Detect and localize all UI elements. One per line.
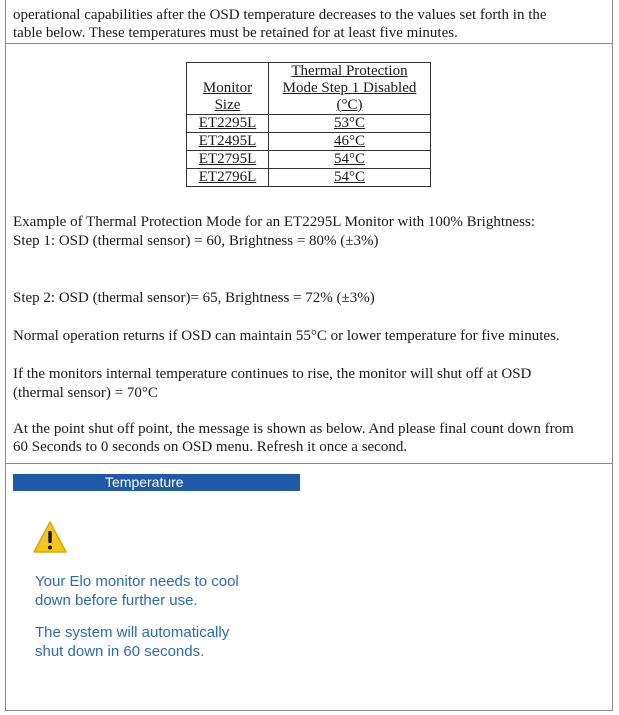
step-2-text: Step 2: OSD (thermal sensor)= 65, Brightness = 72% (±3%) <box>13 290 375 306</box>
divider <box>5 43 612 44</box>
temperature-cell: 54°C <box>269 151 431 169</box>
osd-cooldown-line-1: Your Elo monitor needs to cool <box>35 573 239 590</box>
warning-icon <box>32 520 68 554</box>
step-1-text: Step 1: OSD (thermal sensor) = 60, Brightness = 80% (±3%) <box>13 233 379 249</box>
intro-line-1: operational capabilities after the OSD temperature decreases to the values set forth in the <box>13 7 547 23</box>
monitor-size-cell: ET2796L <box>187 169 269 187</box>
table-row <box>187 169 431 187</box>
shutoff-message-line-1: At the point shut off point, the message is shown as below. And please final count down from <box>13 421 574 437</box>
temperature-cell: 53°C <box>269 115 431 133</box>
header-text: Size <box>214 97 241 113</box>
osd-cooldown-line-2: down before further use. <box>35 592 198 609</box>
osd-shutdown-line-1: The system will automatically <box>35 624 230 641</box>
example-heading: Example of Thermal Protection Mode for an ET2295L Monitor with 100% Brightness: <box>13 214 535 230</box>
divider <box>5 463 612 464</box>
osd-title: Temperature <box>105 474 184 490</box>
shutoff-message-line-2: 60 Seconds to 0 seconds on OSD menu. Refresh it once a second. <box>13 439 408 455</box>
temperature-cell: 54°C <box>269 169 431 187</box>
header-text: Thermal Protection <box>291 63 408 79</box>
thermal-protection-table <box>186 62 431 187</box>
osd-title-bar <box>13 474 300 491</box>
intro-line-2: table below. These temperatures must be retained for at least five minutes. <box>13 25 458 41</box>
monitor-size-cell: ET2495L <box>187 133 269 151</box>
table-row <box>187 133 431 151</box>
header-monitor-size <box>187 63 269 115</box>
header-text: Monitor <box>202 80 253 96</box>
header-text: Mode Step 1 Disabled <box>282 80 417 96</box>
osd-shutdown-line-2: shut down in 60 seconds. <box>35 643 205 660</box>
header-thermal-protection <box>269 63 431 115</box>
table-row <box>187 115 431 133</box>
normal-operation-text: Normal operation returns if OSD can maintain 55°C or lower temperature for five minutes. <box>13 328 560 344</box>
table-row <box>187 151 431 169</box>
header-text: (°C) <box>336 97 363 113</box>
shutoff-rule-line-2: (thermal sensor) = 70°C <box>13 385 158 401</box>
monitor-size-cell: ET2295L <box>187 115 269 133</box>
table-header-row <box>187 63 431 115</box>
temperature-cell: 46°C <box>269 133 431 151</box>
shutoff-rule-line-1: If the monitors internal temperature continues to rise, the monitor will shut off at OSD <box>13 366 532 382</box>
monitor-size-cell: ET2795L <box>187 151 269 169</box>
